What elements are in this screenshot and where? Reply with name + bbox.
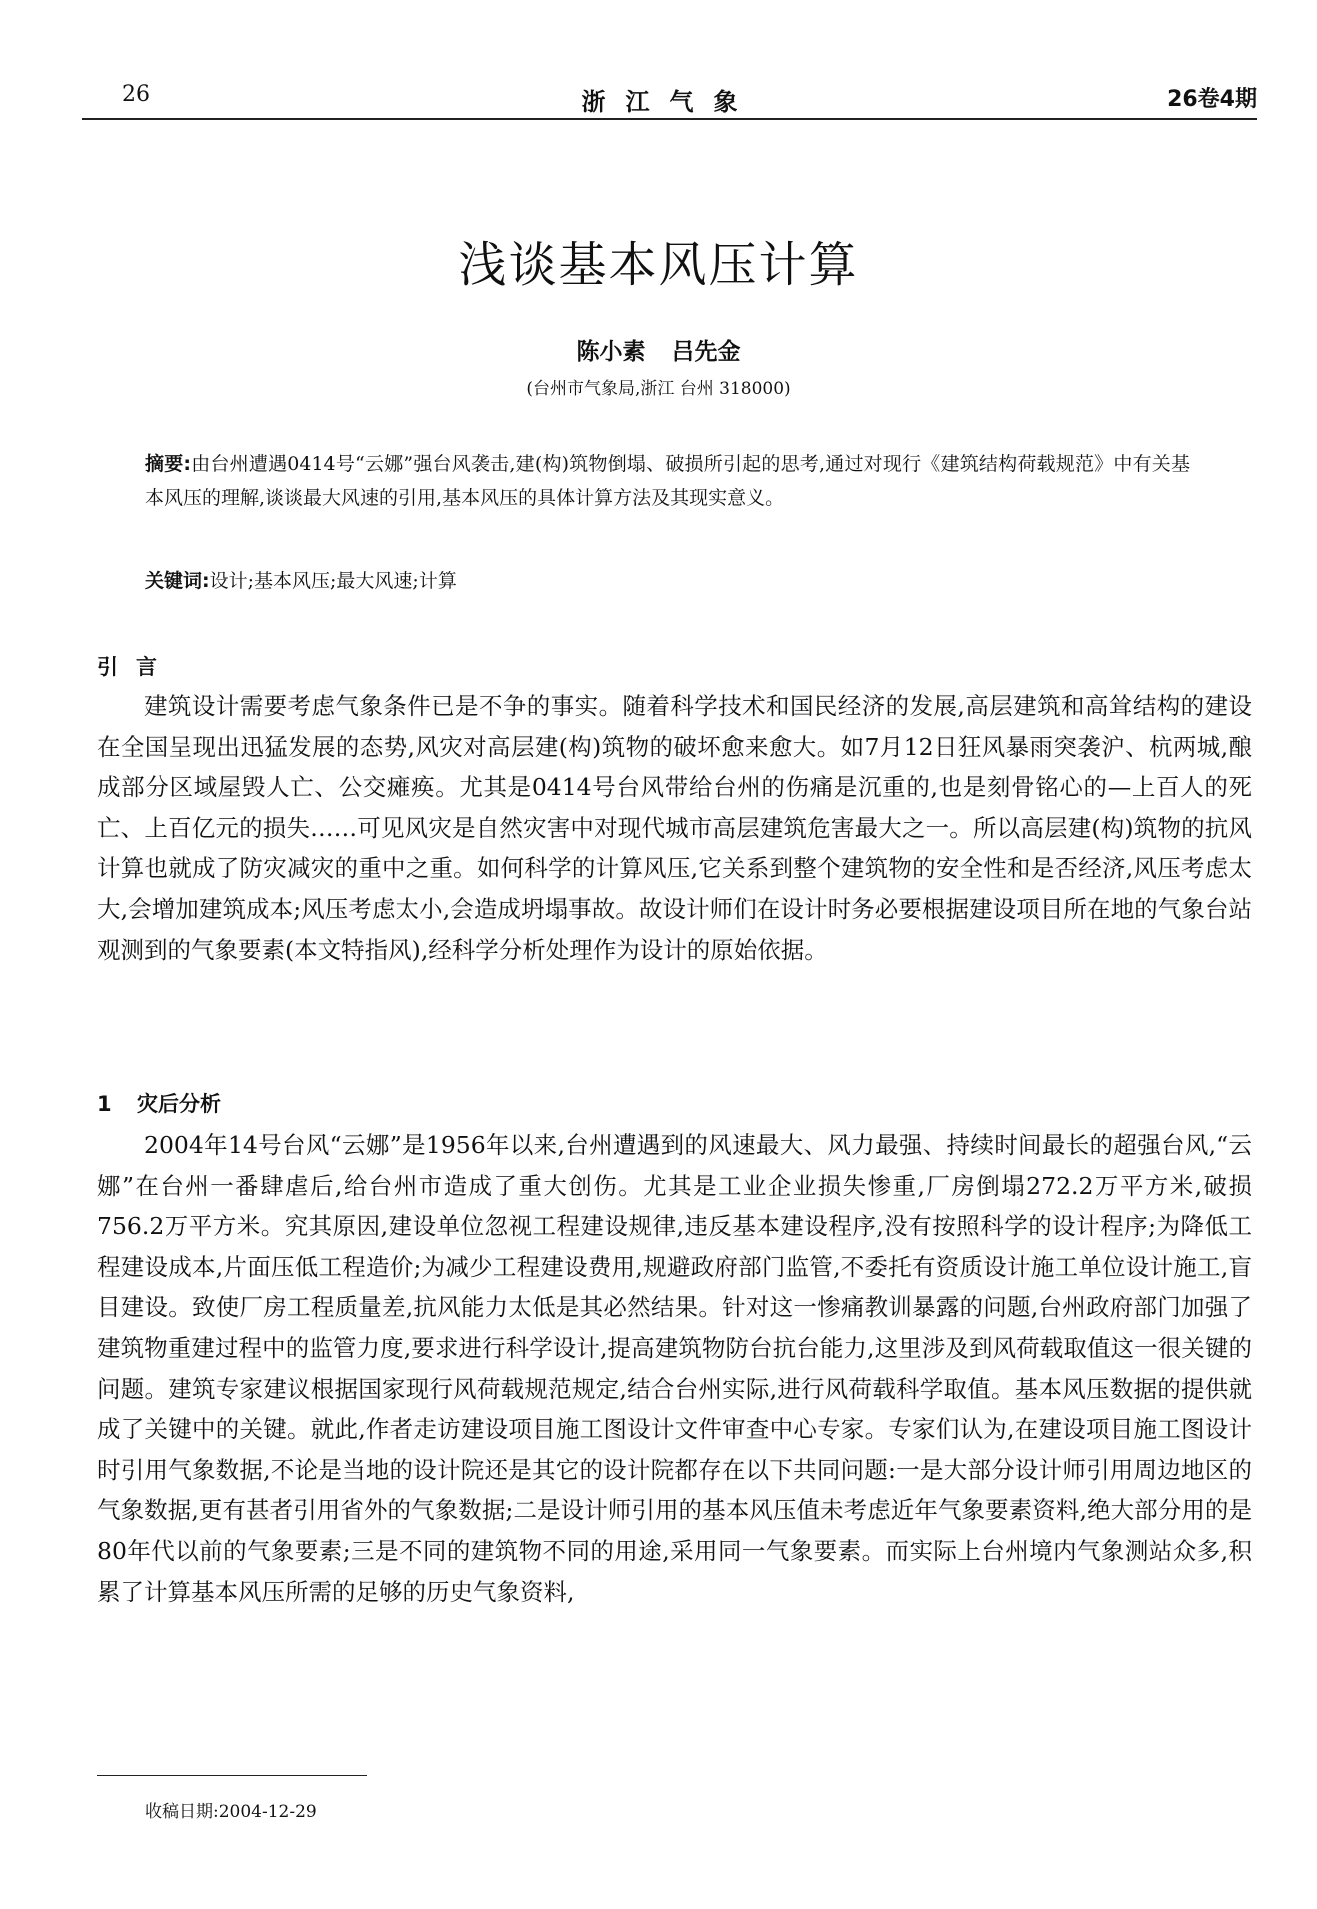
intro-paragraph: 建筑设计需要考虑气象条件已是不争的事实。随着科学技术和国民经济的发展,高层建筑和高耸结构的建设在全国呈现出迅猛发展的态势,风灾对高层建(构)筑物的破坏愈来愈大。如7月12日狂风暴雨突袭沪、杭两城,酿成部分区域屋毁人亡、公交瘫痪。尤其是0414号台风带给台州的伤痛是沉重的,也是刻骨铭心的—上百人的死亡、上百亿元的损失……可见风灾是自然灾害中对现代城市高层建筑危害最大之一。所以高层建(构)筑物的抗风计算也就成了防灾减灾的重中之重。如何科学的计算风压,它关系到整个建筑物的安全性和是否经济,风压考虑太大,会增加建筑成本;风压考虑太小,会造成坍塌事故。故设计师们在设计时务必要根据建设项目所在地的气象台站观测到的气象要素(本文特指风),经科学分析处理作为设计的原始依据。 [97, 692, 1252, 964]
keywords [145, 564, 1190, 598]
footnote-divider [97, 1775, 367, 1776]
section-heading-1 [97, 1088, 221, 1118]
section-heading-intro: 引言 [97, 655, 175, 679]
authors: 陈小素 吕先金 [576, 339, 741, 365]
page-number: 26 [122, 82, 150, 107]
abstract-text: 由台州遭遇0414号“云娜”强台风袭击,建(构)筑物倒塌、破损所引起的思考,通过对现行《建筑结构荷载规范》中有关基本风压的理解,谈谈最大风速的引用,基本风压的具体计算方法及其现实意义。 [145, 453, 1191, 509]
section-number: 1 [97, 1092, 112, 1116]
section-1-paragraph: 2004年14号台风“云娜”是1956年以来,台州遭遇到的风速最大、风力最强、持续时间最长的超强台风,“云娜”在台州一番肆虐后,给台州市造成了重大创伤。尤其是工业企业损失惨重,厂房倒塌272.2万平方米,破损756.2万平方米。究其原因,建设单位忽视工程建设规律,违反基本建设程序,没有按照科学的设计程序;为降低工程建设成本,片面压低工程造价;为减少工程建设费用,规避政府部门监管,不委托有资质设计施工单位设计施工,盲目建设。致使厂房工程质量差,抗风能力太低是其必然结果。针对这一惨痛教训暴露的问题,台州政府部门加强了建筑物重建过程中的监管力度,要求进行科学设计,提高建筑物防台抗台能力,这里涉及到风荷载取值这一很关键的问题。建筑专家建议根据国家现行风荷载规范规定,结合台州实际,进行风荷载科学取值。基本风压数据的提供就成了关键中的关键。就此,作者走访建设项目施工图设计文件审查中心专家。专家们认为,在建设项目施工图设计时引用气象数据,不论是当地的设计院还是其它的设计院都存在以下共同问题:一是大部分设计师引用周边地区的气象数据,更有甚者引用省外的气象数据;二是设计师引用的基本风压值未考虑近年气象要素资料,绝大部分用的是80年代以前的气象要素;三是不同的建筑物不同的用途,采用同一气象要素。而实际上台州境内气象测站众多,积累了计算基本风压所需的足够的历史气象资料, [97, 1131, 1252, 1606]
keywords-text: 设计;基本风压;最大风速;计算 [209, 570, 457, 592]
received-date: 收稿日期:2004-12-29 [145, 1802, 317, 1822]
article-title: 浅谈基本风压计算 [458, 237, 859, 293]
abstract-label: 摘要: [145, 453, 192, 475]
journal-name: 浙江气象 [581, 88, 758, 116]
abstract [145, 447, 1190, 515]
volume-issue: 26卷4期 [1167, 87, 1257, 112]
section-title: 灾后分析 [137, 1092, 221, 1116]
affiliation: (台州市气象局,浙江 台州 318000) [526, 379, 791, 399]
running-header [82, 82, 1257, 120]
keywords-label: 关键词: [145, 570, 210, 592]
